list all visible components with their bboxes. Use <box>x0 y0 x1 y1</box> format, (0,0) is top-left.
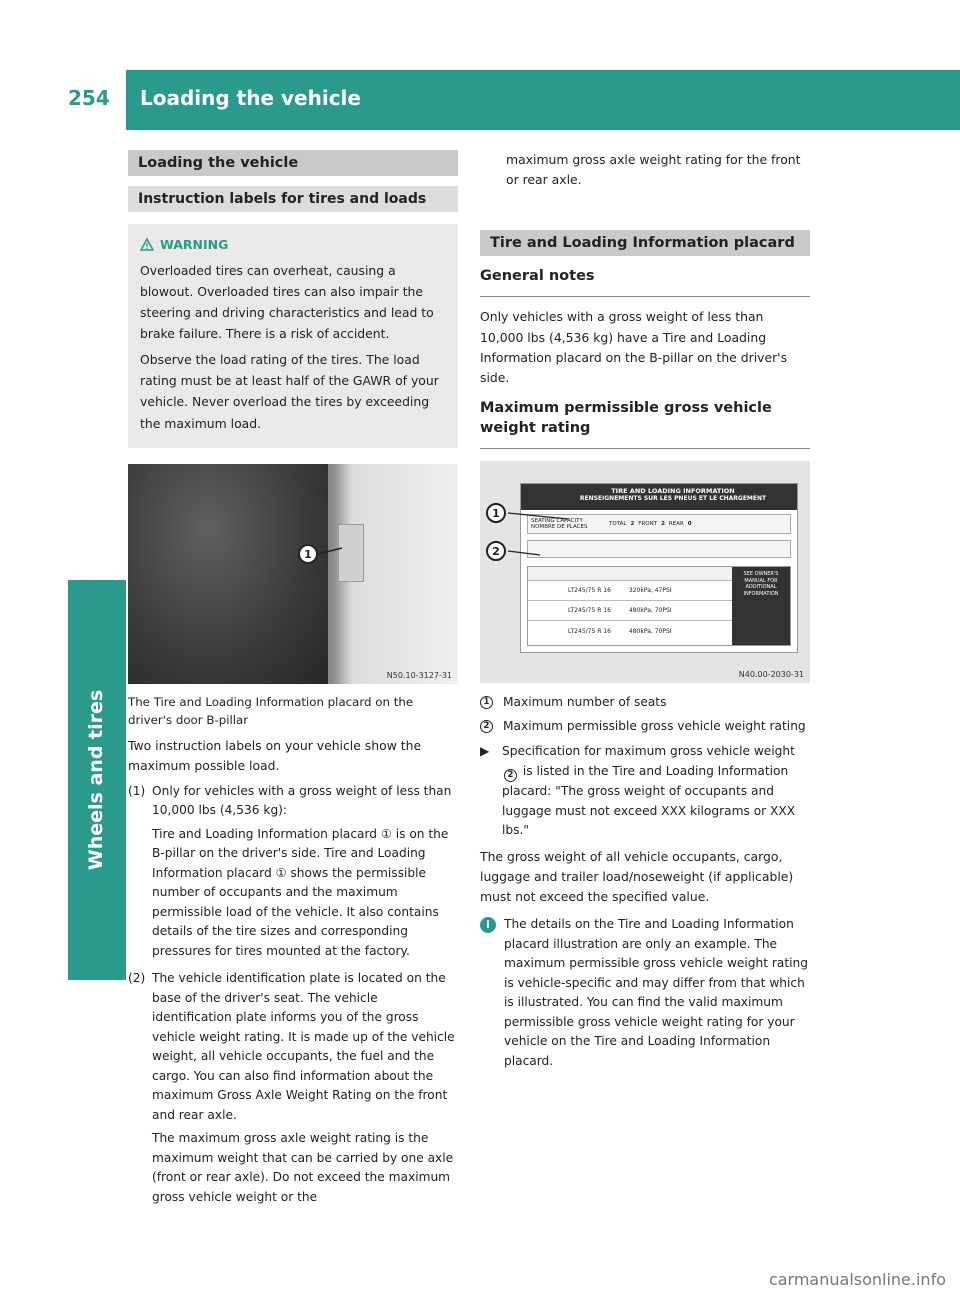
tire-size-2: LT245/75 R 16 <box>568 607 611 615</box>
tire-size-3: LT245/75 R 16 <box>568 627 611 635</box>
rear-label: REAR <box>668 521 684 528</box>
warning-text-1: Overloaded tires can overheat, causing a blowout. Overloaded tires can also impair the steering and driving characteristics and lead to brake failure. There is a risk of accident. <box>140 262 434 342</box>
page-title: Loading the vehicle <box>140 86 361 110</box>
placard-title-1: TIRE AND LOADING INFORMATION <box>611 487 735 496</box>
legend-number: 1 <box>480 696 493 709</box>
left-column <box>128 150 458 1216</box>
legend-text: Maximum number of seats <box>503 695 667 710</box>
legend-item-2 <box>480 717 810 737</box>
placard-section-title: Tire and Loading Information placard <box>480 230 810 256</box>
legend-item-1 <box>480 693 810 713</box>
seating-capacity-label: SEATING CAPACITY <box>531 517 583 524</box>
door-pillar-photo <box>128 464 458 684</box>
placard-title-2: RENSEIGNEMENTS SUR LES PNEUS ET LE CHARGEMENT <box>579 495 767 503</box>
list-item-number: (2) <box>128 971 146 986</box>
info-note <box>480 915 810 1071</box>
warning-heading <box>140 234 446 256</box>
list-item-2 <box>128 969 458 1211</box>
photo-code: N50.10-3127-31 <box>386 671 452 681</box>
list-item-text: The maximum gross axle weight rating is the maximum weight that can be carried by one axle (front or rear axle). Do not exceed the maximum gross vehicle weight or the <box>152 1131 454 1204</box>
callout-line <box>128 464 458 684</box>
side-tab-label: Wheels and tires <box>85 689 108 871</box>
watermark: carmanualsonline.info <box>768 1270 946 1289</box>
list-item-text: Tire and Loading Information placard ① is on the B-pillar on the driver's side. Tire and Loading Information placard ① shows the permissible number of occupants and the maximum permissible load of the vehicle. It also contains details of the tire sizes and corresponding pressures for tires mounted at the factory. <box>152 826 449 958</box>
info-icon: i <box>480 917 496 933</box>
warning-box <box>128 224 458 448</box>
placard-code: N40.00-2030-31 <box>738 670 804 680</box>
photo-caption: The Tire and Loading Information placard on the driver's door B-pillar <box>128 695 414 727</box>
total-value: 2 <box>630 521 635 528</box>
warning-triangle-icon <box>140 238 154 251</box>
warning-text-2: Observe the load rating of the tires. The load rating must be at least half of the GAWR of your vehicle. Never overload the tires by exceeding the maximum load. <box>140 351 439 431</box>
info-text: The details on the Tire and Loading Information placard illustration are only an example. The maximum permissible gross vehicle weight rating is vehicle-specific and may differ from that which is illustrated. You can find the valid maximum permissible gross vehicle weight rating for your vehicle on the Tire and Loading Information placard. <box>504 917 809 1068</box>
rear-value: 0 <box>687 521 692 528</box>
total-label: TOTAL <box>609 521 627 528</box>
instruction-text-b: is listed in the Tire and Loading Information placard: "The gross weight of occupants and luggage must not exceed XXX kilograms or XXX lbs." <box>502 764 796 838</box>
legend-text: Maximum permissible gross vehicle weight rating <box>503 718 806 733</box>
page-number: 254 <box>68 86 110 110</box>
general-notes-text: Only vehicles with a gross weight of less than 10,000 lbs (4,536 kg) have a Tire and Loading Information placard on the B-pillar on the driver's side. <box>480 309 788 385</box>
max-weight-heading: Maximum permissible gross vehicle weight rating <box>480 399 772 437</box>
right-column <box>480 150 810 1071</box>
instruction-item <box>480 742 810 840</box>
section-title: Loading the vehicle <box>128 150 458 176</box>
list-item-1 <box>128 782 458 966</box>
subsection-title: Instruction labels for tires and loads <box>128 186 458 212</box>
gross-weight-text: The gross weight of all vehicle occupants, cargo, luggage and trailer load/noseweight (if applicable) must not exceed the specified value. <box>480 848 794 905</box>
list-item-text: The vehicle identification plate is located on the base of the driver's seat. The vehicle identification plate informs you of the gross vehicle weight rating. It is made up of the vehicle weight, all vehicle occupants, the fuel and the cargo. You can also find information about the maximum Gross Axle Weight Rating on the front and rear axle. <box>152 971 455 1122</box>
placard-illustration <box>480 461 810 683</box>
divider <box>480 448 810 449</box>
inline-callout: 2 <box>504 769 517 782</box>
tire-pressure-3: 480kPa, 70PSI <box>628 627 672 635</box>
continuation-text: maximum gross axle weight rating for the front or rear axle. <box>506 152 801 188</box>
list-item-number: (1) <box>128 783 146 798</box>
tire-pressure-1: 320kPa, 47PSI <box>628 587 672 595</box>
see-manual-box: SEE OWNER'S MANUAL FOR ADDITIONAL INFORMATION <box>732 567 790 645</box>
placard-callout-2: 2 <box>486 541 506 561</box>
placard-callout-lines <box>480 461 810 683</box>
front-value: 2 <box>661 521 665 528</box>
intro-text: Two instruction labels on your vehicle show the maximum possible load. <box>128 737 422 773</box>
divider <box>480 296 810 297</box>
tire-pressure-2: 480kPa, 70PSI <box>628 607 672 615</box>
placard-callout-1: 1 <box>486 503 506 523</box>
general-notes-heading: General notes <box>480 268 595 285</box>
arrow-icon: ▶ <box>480 744 490 759</box>
instruction-text-a: Specification for maximum gross vehicle weight <box>502 744 795 759</box>
tire-size-1: LT245/75 R 16 <box>568 587 611 595</box>
front-label: FRONT <box>638 521 658 528</box>
callout-1: 1 <box>298 544 318 564</box>
list-item-text: Only for vehicles with a gross weight of less than 10,000 lbs (4,536 kg): <box>152 783 452 818</box>
legend-number: 2 <box>480 720 493 733</box>
side-tab-label-wrap <box>76 590 116 970</box>
warning-label: WARNING <box>160 237 229 252</box>
nombre-label: NOMBRE DE PLACES <box>531 524 588 531</box>
